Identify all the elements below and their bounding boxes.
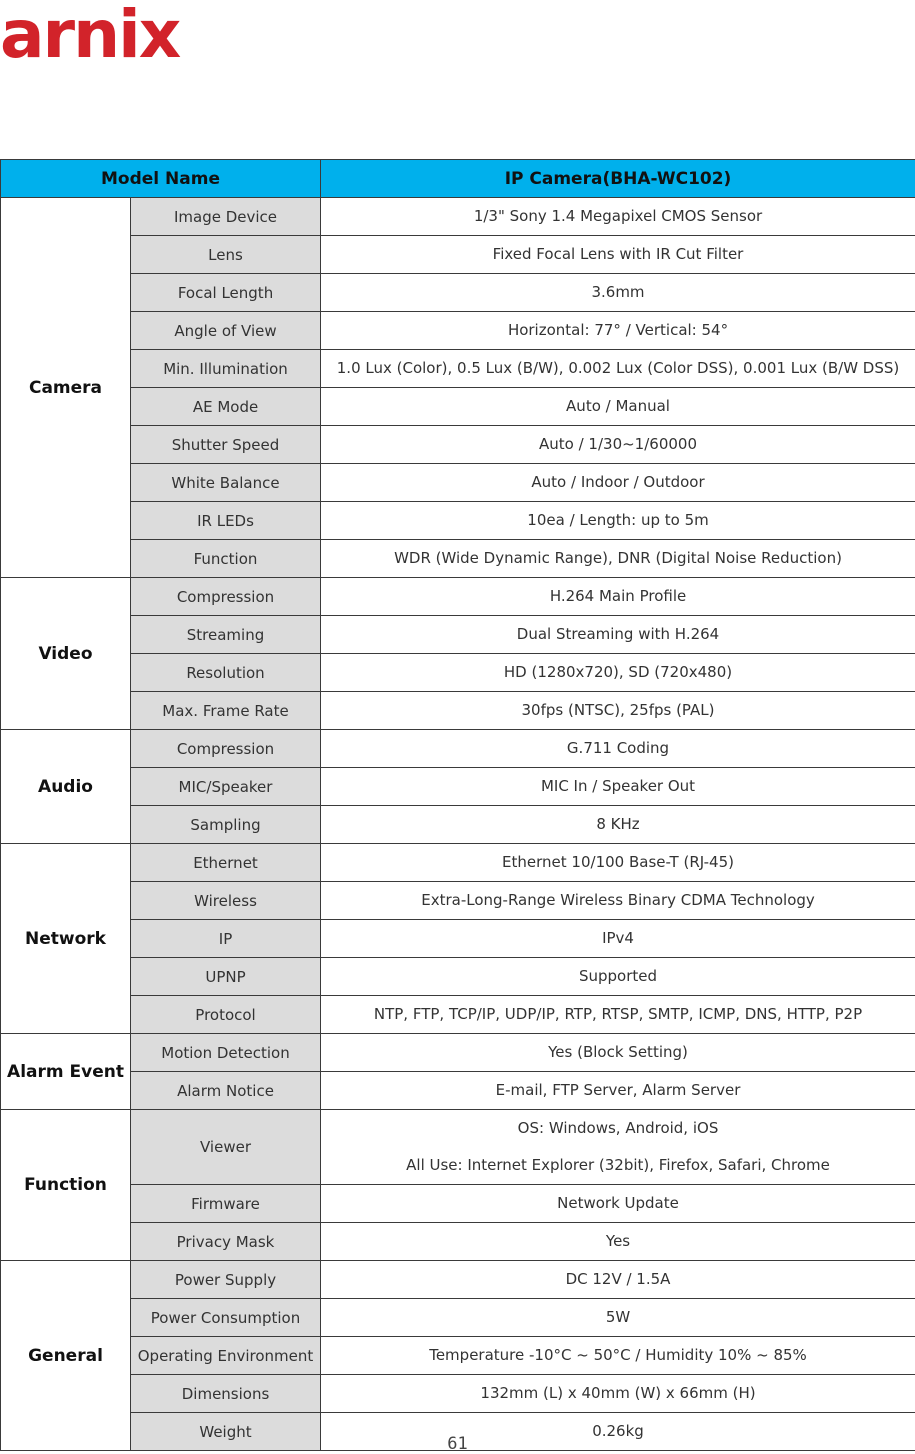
spec-label: Resolution xyxy=(131,654,321,692)
spec-value-line: Supported xyxy=(578,967,658,985)
table-row xyxy=(1,464,915,502)
spec-value-line: Temperature -10°C ~ 50°C / Humidity 10% ~ 85% xyxy=(429,1346,807,1364)
table-row xyxy=(1,1110,915,1185)
spec-label: Lens xyxy=(131,236,321,274)
spec-label: Compression xyxy=(131,730,321,768)
spec-value xyxy=(321,844,915,882)
spec-value-line: IPv4 xyxy=(602,929,634,947)
table-row xyxy=(1,1034,915,1072)
table-row xyxy=(1,540,915,578)
model-value-header: IP Camera(BHA-WC102) xyxy=(321,160,915,198)
spec-label: Motion Detection xyxy=(131,1034,321,1072)
spec-value-line: HD (1280x720), SD (720x480) xyxy=(503,663,733,681)
arnix-logo: arnix xyxy=(0,0,180,73)
table-row xyxy=(1,996,915,1034)
spec-value xyxy=(321,388,915,426)
spec-value-line: 30fps (NTSC), 25fps (PAL) xyxy=(521,701,715,719)
table-row xyxy=(1,236,915,274)
spec-value xyxy=(321,1299,915,1337)
spec-value xyxy=(321,1375,915,1413)
spec-value xyxy=(321,692,915,730)
section-label: Function xyxy=(1,1110,131,1261)
spec-value xyxy=(321,464,915,502)
spec-value-line: 5W xyxy=(605,1308,631,1326)
spec-value xyxy=(321,654,915,692)
spec-value xyxy=(321,236,915,274)
table-row xyxy=(1,1337,915,1375)
section-label: Alarm Event xyxy=(1,1034,131,1110)
table-row xyxy=(1,1072,915,1110)
header-row xyxy=(1,160,915,198)
table-row xyxy=(1,730,915,768)
table-row xyxy=(1,426,915,464)
spec-label: UPNP xyxy=(131,958,321,996)
spec-value-line: Auto / Manual xyxy=(566,397,670,415)
spec-value xyxy=(321,578,915,616)
spec-label: Power Supply xyxy=(131,1261,321,1299)
table-row xyxy=(1,882,915,920)
table-row xyxy=(1,1375,915,1413)
spec-label: AE Mode xyxy=(131,388,321,426)
spec-value xyxy=(321,1034,915,1072)
spec-value-line: Ethernet 10/100 Base-T (RJ-45) xyxy=(502,853,734,871)
spec-label: Wireless xyxy=(131,882,321,920)
spec-value-line: 0.26kg xyxy=(592,1422,644,1440)
spec-label: Protocol xyxy=(131,996,321,1034)
table-row xyxy=(1,616,915,654)
spec-value-line: H.264 Main Profile xyxy=(549,587,687,605)
spec-value-line: 1/3" Sony 1.4 Megapixel CMOS Sensor xyxy=(473,207,763,225)
table-row xyxy=(1,1299,915,1337)
spec-label: Focal Length xyxy=(131,274,321,312)
spec-value-line: G.711 Coding xyxy=(566,739,670,757)
spec-value-line: 3.6mm xyxy=(591,283,645,301)
spec-value xyxy=(321,1337,915,1375)
spec-value-line: WDR (Wide Dynamic Range), DNR (Digital Noise Reduction) xyxy=(394,549,842,567)
spec-value xyxy=(321,1110,915,1185)
spec-value xyxy=(321,274,915,312)
spec-value xyxy=(321,312,915,350)
spec-value-line: 8 KHz xyxy=(596,815,640,833)
table-row xyxy=(1,958,915,996)
spec-value xyxy=(321,806,915,844)
table-row xyxy=(1,1185,915,1223)
spec-label: White Balance xyxy=(131,464,321,502)
spec-label: Sampling xyxy=(131,806,321,844)
spec-label: Compression xyxy=(131,578,321,616)
spec-value xyxy=(321,198,915,236)
spec-label: MIC/Speaker xyxy=(131,768,321,806)
spec-value xyxy=(321,616,915,654)
spec-value-line: Dual Streaming with H.264 xyxy=(516,625,720,643)
spec-label: Max. Frame Rate xyxy=(131,692,321,730)
spec-table xyxy=(0,159,915,1451)
spec-value xyxy=(321,996,915,1034)
table-row xyxy=(1,350,915,388)
spec-value xyxy=(321,540,915,578)
model-name-header: Model Name xyxy=(1,160,321,198)
spec-value-line: OS: Windows, Android, iOS xyxy=(517,1119,719,1137)
page-number: 61 xyxy=(447,1434,468,1454)
table-row xyxy=(1,920,915,958)
section-label: Network xyxy=(1,844,131,1034)
spec-label: Firmware xyxy=(131,1185,321,1223)
spec-label: Alarm Notice xyxy=(131,1072,321,1110)
spec-value xyxy=(321,882,915,920)
spec-label: Angle of View xyxy=(131,312,321,350)
table-row xyxy=(1,578,915,616)
spec-value-line: Fixed Focal Lens with IR Cut Filter xyxy=(492,245,744,263)
spec-value-line: 1.0 Lux (Color), 0.5 Lux (B/W), 0.002 Lux (Color DSS), 0.001 Lux (B/W DSS) xyxy=(336,359,900,377)
spec-label: Streaming xyxy=(131,616,321,654)
spec-value-line: Horizontal: 77° / Vertical: 54° xyxy=(507,321,729,339)
spec-label: Operating Environment xyxy=(131,1337,321,1375)
table-row xyxy=(1,312,915,350)
spec-value-line: Yes (Block Setting) xyxy=(548,1043,688,1061)
spec-label: Privacy Mask xyxy=(131,1223,321,1261)
spec-value-line: 132mm (L) x 40mm (W) x 66mm (H) xyxy=(480,1384,756,1402)
spec-value xyxy=(321,768,915,806)
spec-value-line: All Use: Internet Explorer (32bit), Firefox, Safari, Chrome xyxy=(406,1156,830,1174)
spec-value-line: NTP, FTP, TCP/IP, UDP/IP, RTP, RTSP, SMTP, ICMP, DNS, HTTP, P2P xyxy=(373,1005,863,1023)
table-row xyxy=(1,502,915,540)
spec-value-line: MIC In / Speaker Out xyxy=(540,777,696,795)
spec-label: Viewer xyxy=(131,1110,321,1185)
spec-value-line: Yes xyxy=(605,1232,631,1250)
spec-value-line: Network Update xyxy=(557,1194,679,1212)
table-row xyxy=(1,1223,915,1261)
spec-value-line: Auto / Indoor / Outdoor xyxy=(531,473,705,491)
spec-value xyxy=(321,426,915,464)
table-row xyxy=(1,198,915,236)
table-row xyxy=(1,1261,915,1299)
spec-value xyxy=(321,1223,915,1261)
section-label: Video xyxy=(1,578,131,730)
spec-value xyxy=(321,920,915,958)
spec-value xyxy=(321,730,915,768)
spec-label: Dimensions xyxy=(131,1375,321,1413)
spec-label: Power Consumption xyxy=(131,1299,321,1337)
spec-value xyxy=(321,958,915,996)
spec-value xyxy=(321,502,915,540)
spec-value-line: Extra-Long-Range Wireless Binary CDMA Technology xyxy=(421,891,815,909)
table-row xyxy=(1,692,915,730)
spec-value-line: 10ea / Length: up to 5m xyxy=(527,511,709,529)
spec-value-line: E-mail, FTP Server, Alarm Server xyxy=(495,1081,741,1099)
table-row xyxy=(1,654,915,692)
table-row xyxy=(1,388,915,426)
spec-label: IP xyxy=(131,920,321,958)
section-label: General xyxy=(1,1261,131,1451)
section-label: Audio xyxy=(1,730,131,844)
spec-value xyxy=(321,1261,915,1299)
section-label: Camera xyxy=(1,198,131,578)
spec-label: Shutter Speed xyxy=(131,426,321,464)
spec-label: Min. Illumination xyxy=(131,350,321,388)
table-row xyxy=(1,768,915,806)
spec-label: Ethernet xyxy=(131,844,321,882)
spec-value xyxy=(321,1072,915,1110)
spec-label: IR LEDs xyxy=(131,502,321,540)
spec-value-line: DC 12V / 1.5A xyxy=(565,1270,671,1288)
table-row xyxy=(1,844,915,882)
spec-value xyxy=(321,1185,915,1223)
table-row xyxy=(1,274,915,312)
spec-label: Weight xyxy=(131,1413,321,1451)
spec-value-line: Auto / 1/30~1/60000 xyxy=(539,435,697,453)
table-row xyxy=(1,806,915,844)
spec-body xyxy=(1,198,915,1451)
spec-label: Image Device xyxy=(131,198,321,236)
spec-value xyxy=(321,350,915,388)
spec-label: Function xyxy=(131,540,321,578)
